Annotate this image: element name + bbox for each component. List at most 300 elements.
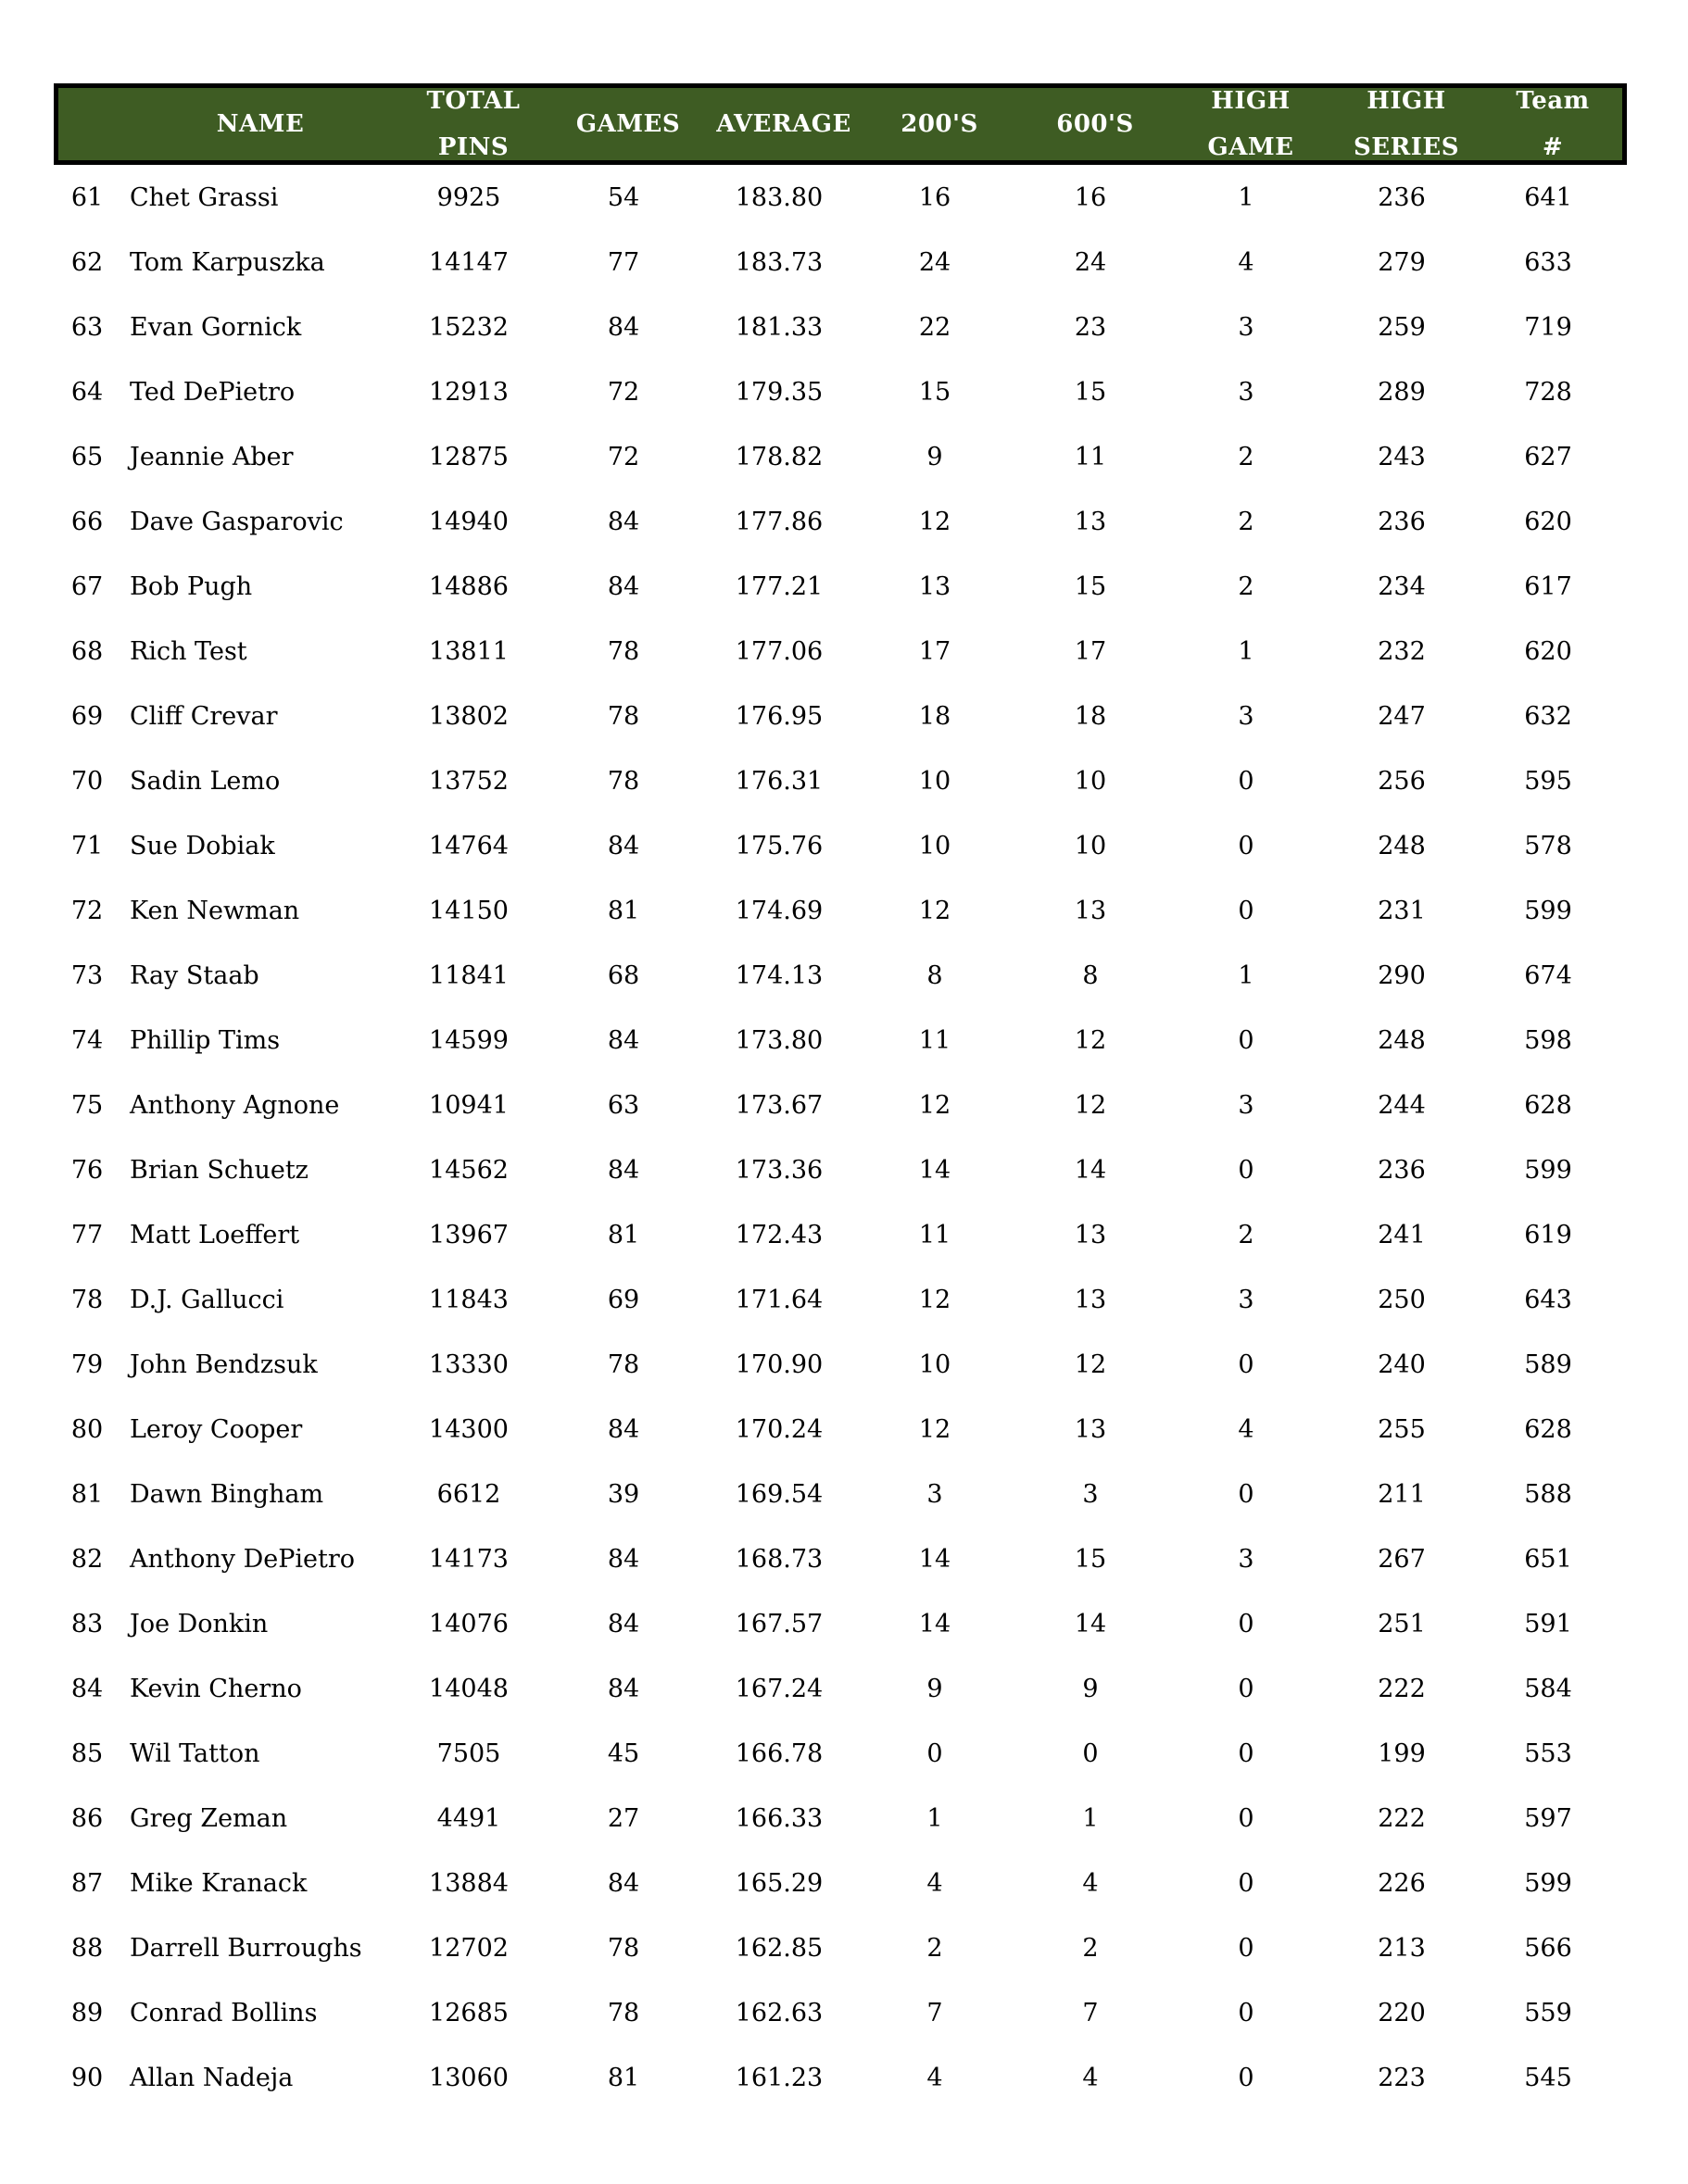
cell-team: 627 xyxy=(1524,442,1572,471)
cell-name: Dawn Bingham xyxy=(130,1479,324,1509)
cell-high-game: 4 xyxy=(1238,247,1254,277)
cell-average: 173.67 xyxy=(735,1090,824,1120)
table-row xyxy=(54,813,1627,878)
cell-name: Brian Schuetz xyxy=(130,1155,309,1185)
cell-games: 72 xyxy=(607,377,640,407)
cell-average: 162.63 xyxy=(735,1998,824,2027)
cell-name: Ted DePietro xyxy=(130,377,296,407)
cell-six-hundreds: 13 xyxy=(1074,1285,1107,1314)
cell-high-game: 0 xyxy=(1238,1738,1254,1768)
cell-total-pins: 14048 xyxy=(429,1674,509,1703)
cell-total-pins: 13967 xyxy=(429,1220,509,1249)
cell-games: 78 xyxy=(607,701,640,731)
cell-high-game: 0 xyxy=(1238,766,1254,796)
cell-high-series: 241 xyxy=(1378,1220,1426,1249)
cell-name: Joe Donkin xyxy=(130,1609,269,1638)
cell-total-pins: 13802 xyxy=(429,701,509,731)
cell-high-game: 1 xyxy=(1238,960,1254,990)
cell-name: Dave Gasparovic xyxy=(130,507,344,536)
cell-high-series: 211 xyxy=(1378,1479,1426,1509)
cell-rank: 79 xyxy=(70,1349,104,1379)
header-games xyxy=(551,88,705,160)
cell-team: 599 xyxy=(1524,1155,1572,1185)
cell-games: 27 xyxy=(607,1803,640,1833)
cell-name: Greg Zeman xyxy=(130,1803,288,1833)
cell-name: Sadin Lemo xyxy=(130,766,281,796)
cell-high-game: 0 xyxy=(1238,1933,1254,1963)
cell-total-pins: 9925 xyxy=(436,182,501,212)
cell-rank: 65 xyxy=(70,442,104,471)
table-row xyxy=(54,359,1627,424)
cell-average: 181.33 xyxy=(735,312,824,342)
cell-high-game: 0 xyxy=(1238,1479,1254,1509)
cell-total-pins: 12702 xyxy=(429,1933,509,1963)
table-row xyxy=(54,1073,1627,1137)
cell-two-hundreds: 16 xyxy=(918,182,951,212)
cell-games: 77 xyxy=(607,247,640,277)
cell-name: Tom Karpuszka xyxy=(130,247,325,277)
cell-name: Kevin Cherno xyxy=(130,1674,302,1703)
table-row xyxy=(54,230,1627,295)
cell-total-pins: 7505 xyxy=(436,1738,501,1768)
cell-team: 545 xyxy=(1524,2063,1572,2092)
cell-two-hundreds: 10 xyxy=(918,766,951,796)
cell-total-pins: 4491 xyxy=(436,1803,501,1833)
cell-name: Leroy Cooper xyxy=(130,1414,303,1444)
cell-high-game: 0 xyxy=(1238,1349,1254,1379)
cell-rank: 89 xyxy=(70,1998,104,2027)
cell-total-pins: 14764 xyxy=(429,831,509,860)
cell-team: 598 xyxy=(1524,1025,1572,1055)
cell-total-pins: 13884 xyxy=(429,1868,509,1898)
cell-two-hundreds: 12 xyxy=(918,507,951,536)
cell-high-series: 199 xyxy=(1378,1738,1426,1768)
cell-total-pins: 13811 xyxy=(429,636,509,666)
header-average xyxy=(705,88,863,160)
cell-average: 169.54 xyxy=(735,1479,824,1509)
cell-high-series: 222 xyxy=(1378,1803,1426,1833)
cell-rank: 72 xyxy=(70,896,104,925)
header-total-pins-line2: PINS xyxy=(437,133,510,161)
cell-high-series: 213 xyxy=(1378,1933,1426,1963)
cell-high-game: 3 xyxy=(1238,701,1254,731)
cell-total-pins: 14562 xyxy=(429,1155,509,1185)
cell-games: 68 xyxy=(607,960,640,990)
cell-rank: 86 xyxy=(70,1803,104,1833)
cell-two-hundreds: 12 xyxy=(918,1285,951,1314)
cell-name: Darrell Burroughs xyxy=(130,1933,362,1963)
cell-games: 84 xyxy=(607,1025,640,1055)
cell-games: 78 xyxy=(607,1998,640,2027)
cell-average: 176.95 xyxy=(735,701,824,731)
cell-high-series: 223 xyxy=(1378,2063,1426,2092)
cell-six-hundreds: 15 xyxy=(1074,377,1107,407)
cell-team: 566 xyxy=(1524,1933,1572,1963)
cell-name: Anthony Agnone xyxy=(130,1090,340,1120)
cell-games: 39 xyxy=(607,1479,640,1509)
header-200s-label: 200'S xyxy=(901,110,978,138)
cell-six-hundreds: 12 xyxy=(1074,1025,1107,1055)
cell-six-hundreds: 1 xyxy=(1082,1803,1099,1833)
cell-two-hundreds: 12 xyxy=(918,896,951,925)
table-row xyxy=(54,1462,1627,1526)
cell-average: 183.80 xyxy=(735,182,824,212)
cell-two-hundreds: 13 xyxy=(918,571,951,601)
cell-average: 171.64 xyxy=(735,1285,824,1314)
cell-two-hundreds: 4 xyxy=(926,1868,943,1898)
cell-team: 651 xyxy=(1524,1544,1572,1574)
header-team-number xyxy=(1485,88,1620,160)
cell-high-game: 3 xyxy=(1238,377,1254,407)
cell-rank: 73 xyxy=(70,960,104,990)
cell-average: 179.35 xyxy=(735,377,824,407)
cell-team: 620 xyxy=(1524,507,1572,536)
cell-total-pins: 13752 xyxy=(429,766,509,796)
table-row xyxy=(54,1008,1627,1073)
cell-games: 81 xyxy=(607,2063,640,2092)
cell-average: 173.80 xyxy=(735,1025,824,1055)
cell-high-series: 236 xyxy=(1378,1155,1426,1185)
cell-team: 559 xyxy=(1524,1998,1572,2027)
cell-two-hundreds: 7 xyxy=(926,1998,943,2027)
cell-rank: 67 xyxy=(70,571,104,601)
cell-name: Allan Nadeja xyxy=(130,2063,294,2092)
cell-team: 628 xyxy=(1524,1090,1572,1120)
cell-average: 170.24 xyxy=(735,1414,824,1444)
cell-six-hundreds: 15 xyxy=(1074,571,1107,601)
header-high-game-line2: GAME xyxy=(1207,133,1294,161)
cell-six-hundreds: 12 xyxy=(1074,1090,1107,1120)
cell-team: 632 xyxy=(1524,701,1572,731)
header-games-label: GAMES xyxy=(575,110,681,138)
cell-six-hundreds: 12 xyxy=(1074,1349,1107,1379)
table-row xyxy=(54,165,1627,230)
cell-high-series: 248 xyxy=(1378,831,1426,860)
cell-team: 619 xyxy=(1524,1220,1572,1249)
cell-name: Sue Dobiak xyxy=(130,831,275,860)
cell-high-game: 0 xyxy=(1238,1155,1254,1185)
cell-games: 84 xyxy=(607,1414,640,1444)
cell-name: Chet Grassi xyxy=(130,182,279,212)
cell-name: Conrad Bollins xyxy=(130,1998,318,2027)
table-row xyxy=(54,554,1627,619)
cell-total-pins: 14886 xyxy=(429,571,509,601)
cell-team: 553 xyxy=(1524,1738,1572,1768)
table-row xyxy=(54,943,1627,1008)
cell-games: 84 xyxy=(607,312,640,342)
header-high-game xyxy=(1174,88,1328,160)
table-header xyxy=(54,83,1627,165)
cell-team: 595 xyxy=(1524,766,1572,796)
cell-two-hundreds: 24 xyxy=(918,247,951,277)
cell-games: 84 xyxy=(607,831,640,860)
cell-games: 72 xyxy=(607,442,640,471)
cell-average: 165.29 xyxy=(735,1868,824,1898)
cell-high-series: 244 xyxy=(1378,1090,1426,1120)
table-row xyxy=(54,1137,1627,1202)
table-row xyxy=(54,2045,1627,2110)
cell-high-game: 0 xyxy=(1238,2063,1254,2092)
table-row xyxy=(54,619,1627,684)
header-high-series-line1: HIGH xyxy=(1367,87,1446,115)
cell-high-game: 0 xyxy=(1238,1868,1254,1898)
cell-high-series: 240 xyxy=(1378,1349,1426,1379)
header-name xyxy=(125,88,396,160)
cell-rank: 78 xyxy=(70,1285,104,1314)
header-rank xyxy=(58,88,125,160)
cell-total-pins: 14599 xyxy=(429,1025,509,1055)
table-row xyxy=(54,878,1627,943)
table-row xyxy=(54,1397,1627,1462)
cell-average: 177.06 xyxy=(735,636,824,666)
cell-high-series: 250 xyxy=(1378,1285,1426,1314)
cell-average: 174.13 xyxy=(735,960,824,990)
cell-team: 584 xyxy=(1524,1674,1572,1703)
cell-high-series: 220 xyxy=(1378,1998,1426,2027)
cell-total-pins: 14076 xyxy=(429,1609,509,1638)
cell-six-hundreds: 8 xyxy=(1082,960,1099,990)
cell-high-game: 1 xyxy=(1238,182,1254,212)
cell-six-hundreds: 4 xyxy=(1082,1868,1099,1898)
cell-high-series: 255 xyxy=(1378,1414,1426,1444)
cell-rank: 64 xyxy=(70,377,104,407)
cell-two-hundreds: 12 xyxy=(918,1090,951,1120)
cell-total-pins: 12685 xyxy=(429,1998,509,2027)
header-team-line2: # xyxy=(1542,133,1564,161)
cell-games: 84 xyxy=(607,1868,640,1898)
table-row xyxy=(54,1851,1627,1915)
cell-six-hundreds: 15 xyxy=(1074,1544,1107,1574)
cell-two-hundreds: 8 xyxy=(926,960,943,990)
cell-six-hundreds: 0 xyxy=(1082,1738,1099,1768)
cell-high-series: 267 xyxy=(1378,1544,1426,1574)
header-200s xyxy=(863,88,1016,160)
cell-rank: 90 xyxy=(70,2063,104,2092)
cell-rank: 88 xyxy=(70,1933,104,1963)
cell-games: 84 xyxy=(607,507,640,536)
cell-high-game: 3 xyxy=(1238,1544,1254,1574)
cell-name: Matt Loeffert xyxy=(130,1220,300,1249)
header-team-line1: Team xyxy=(1516,87,1590,115)
cell-high-series: 243 xyxy=(1378,442,1426,471)
cell-two-hundreds: 10 xyxy=(918,1349,951,1379)
table-row xyxy=(54,1267,1627,1332)
cell-high-series: 226 xyxy=(1378,1868,1426,1898)
cell-name: Bob Pugh xyxy=(130,571,253,601)
cell-six-hundreds: 10 xyxy=(1074,766,1107,796)
cell-rank: 68 xyxy=(70,636,104,666)
cell-games: 78 xyxy=(607,766,640,796)
cell-high-game: 3 xyxy=(1238,312,1254,342)
cell-total-pins: 11841 xyxy=(429,960,509,990)
cell-rank: 61 xyxy=(70,182,104,212)
cell-rank: 81 xyxy=(70,1479,104,1509)
cell-high-series: 232 xyxy=(1378,636,1426,666)
cell-team: 588 xyxy=(1524,1479,1572,1509)
header-high-series xyxy=(1328,88,1485,160)
cell-games: 84 xyxy=(607,571,640,601)
cell-high-series: 256 xyxy=(1378,766,1426,796)
cell-name: Ray Staab xyxy=(130,960,259,990)
table-row xyxy=(54,748,1627,813)
cell-average: 173.36 xyxy=(735,1155,824,1185)
cell-high-series: 236 xyxy=(1378,507,1426,536)
cell-average: 161.23 xyxy=(735,2063,824,2092)
cell-two-hundreds: 11 xyxy=(918,1220,951,1249)
cell-high-game: 3 xyxy=(1238,1285,1254,1314)
cell-six-hundreds: 2 xyxy=(1082,1933,1099,1963)
header-600s-label: 600'S xyxy=(1056,110,1134,138)
cell-high-series: 290 xyxy=(1378,960,1426,990)
standings-table xyxy=(54,83,1627,2110)
cell-high-series: 289 xyxy=(1378,377,1426,407)
cell-name: Jeannie Aber xyxy=(130,442,294,471)
cell-average: 177.86 xyxy=(735,507,824,536)
cell-rank: 82 xyxy=(70,1544,104,1574)
cell-rank: 66 xyxy=(70,507,104,536)
cell-two-hundreds: 14 xyxy=(918,1544,951,1574)
table-row xyxy=(54,295,1627,359)
cell-high-series: 236 xyxy=(1378,182,1426,212)
cell-high-game: 2 xyxy=(1238,571,1254,601)
cell-total-pins: 6612 xyxy=(436,1479,501,1509)
header-high-game-line1: HIGH xyxy=(1211,87,1291,115)
cell-average: 167.57 xyxy=(735,1609,824,1638)
table-row xyxy=(54,1656,1627,1721)
cell-two-hundreds: 10 xyxy=(918,831,951,860)
cell-high-game: 1 xyxy=(1238,636,1254,666)
cell-name: Rich Test xyxy=(130,636,247,666)
cell-team: 633 xyxy=(1524,247,1572,277)
cell-games: 45 xyxy=(607,1738,640,1768)
cell-team: 719 xyxy=(1524,312,1572,342)
cell-average: 167.24 xyxy=(735,1674,824,1703)
cell-two-hundreds: 1 xyxy=(926,1803,943,1833)
cell-team: 589 xyxy=(1524,1349,1572,1379)
cell-name: Anthony DePietro xyxy=(130,1544,356,1574)
cell-name: Cliff Crevar xyxy=(130,701,278,731)
cell-total-pins: 14940 xyxy=(429,507,509,536)
cell-average: 177.21 xyxy=(735,571,824,601)
cell-six-hundreds: 7 xyxy=(1082,1998,1099,2027)
cell-high-game: 4 xyxy=(1238,1414,1254,1444)
cell-high-game: 0 xyxy=(1238,1609,1254,1638)
cell-rank: 62 xyxy=(70,247,104,277)
cell-total-pins: 12913 xyxy=(429,377,509,407)
cell-two-hundreds: 0 xyxy=(926,1738,943,1768)
cell-total-pins: 14173 xyxy=(429,1544,509,1574)
cell-team: 591 xyxy=(1524,1609,1572,1638)
cell-name: Phillip Tims xyxy=(130,1025,281,1055)
cell-six-hundreds: 24 xyxy=(1074,247,1107,277)
cell-two-hundreds: 18 xyxy=(918,701,951,731)
cell-rank: 75 xyxy=(70,1090,104,1120)
cell-rank: 70 xyxy=(70,766,104,796)
cell-games: 84 xyxy=(607,1674,640,1703)
cell-six-hundreds: 13 xyxy=(1074,507,1107,536)
cell-rank: 77 xyxy=(70,1220,104,1249)
cell-average: 166.78 xyxy=(735,1738,824,1768)
cell-total-pins: 14147 xyxy=(429,247,509,277)
cell-two-hundreds: 2 xyxy=(926,1933,943,1963)
cell-average: 183.73 xyxy=(735,247,824,277)
cell-average: 175.76 xyxy=(735,831,824,860)
cell-high-game: 0 xyxy=(1238,1998,1254,2027)
cell-average: 178.82 xyxy=(735,442,824,471)
cell-six-hundreds: 13 xyxy=(1074,1414,1107,1444)
cell-rank: 87 xyxy=(70,1868,104,1898)
cell-six-hundreds: 13 xyxy=(1074,1220,1107,1249)
cell-six-hundreds: 18 xyxy=(1074,701,1107,731)
cell-total-pins: 14150 xyxy=(429,896,509,925)
cell-rank: 83 xyxy=(70,1609,104,1638)
cell-high-game: 2 xyxy=(1238,1220,1254,1249)
cell-name: Evan Gornick xyxy=(130,312,302,342)
cell-games: 78 xyxy=(607,636,640,666)
table-row xyxy=(54,1980,1627,2045)
cell-games: 69 xyxy=(607,1285,640,1314)
cell-two-hundreds: 15 xyxy=(918,377,951,407)
cell-total-pins: 11843 xyxy=(429,1285,509,1314)
cell-high-series: 234 xyxy=(1378,571,1426,601)
cell-games: 78 xyxy=(607,1933,640,1963)
cell-six-hundreds: 14 xyxy=(1074,1155,1107,1185)
cell-games: 84 xyxy=(607,1155,640,1185)
cell-high-series: 248 xyxy=(1378,1025,1426,1055)
cell-two-hundreds: 14 xyxy=(918,1609,951,1638)
cell-six-hundreds: 9 xyxy=(1082,1674,1099,1703)
table-row xyxy=(54,1786,1627,1851)
cell-six-hundreds: 11 xyxy=(1074,442,1107,471)
cell-two-hundreds: 3 xyxy=(926,1479,943,1509)
cell-games: 78 xyxy=(607,1349,640,1379)
cell-high-game: 2 xyxy=(1238,507,1254,536)
cell-name: Ken Newman xyxy=(130,896,300,925)
cell-rank: 69 xyxy=(70,701,104,731)
cell-average: 176.31 xyxy=(735,766,824,796)
cell-average: 174.69 xyxy=(735,896,824,925)
cell-high-series: 279 xyxy=(1378,247,1426,277)
cell-two-hundreds: 14 xyxy=(918,1155,951,1185)
table-row xyxy=(54,1915,1627,1980)
header-600s xyxy=(1016,88,1174,160)
cell-high-series: 251 xyxy=(1378,1609,1426,1638)
header-total-pins-line1: TOTAL xyxy=(426,87,521,115)
cell-team: 599 xyxy=(1524,896,1572,925)
cell-high-game: 0 xyxy=(1238,1025,1254,1055)
cell-name: John Bendzsuk xyxy=(130,1349,318,1379)
cell-six-hundreds: 16 xyxy=(1074,182,1107,212)
cell-six-hundreds: 3 xyxy=(1082,1479,1099,1509)
table-row xyxy=(54,424,1627,489)
cell-high-game: 2 xyxy=(1238,442,1254,471)
cell-rank: 84 xyxy=(70,1674,104,1703)
cell-team: 674 xyxy=(1524,960,1572,990)
cell-team: 620 xyxy=(1524,636,1572,666)
cell-average: 166.33 xyxy=(735,1803,824,1833)
cell-total-pins: 13330 xyxy=(429,1349,509,1379)
cell-high-game: 0 xyxy=(1238,1803,1254,1833)
cell-total-pins: 14300 xyxy=(429,1414,509,1444)
cell-two-hundreds: 11 xyxy=(918,1025,951,1055)
cell-team: 617 xyxy=(1524,571,1572,601)
table-row xyxy=(54,1591,1627,1656)
cell-two-hundreds: 12 xyxy=(918,1414,951,1444)
cell-games: 81 xyxy=(607,1220,640,1249)
cell-six-hundreds: 14 xyxy=(1074,1609,1107,1638)
cell-two-hundreds: 9 xyxy=(926,1674,943,1703)
cell-games: 84 xyxy=(607,1544,640,1574)
